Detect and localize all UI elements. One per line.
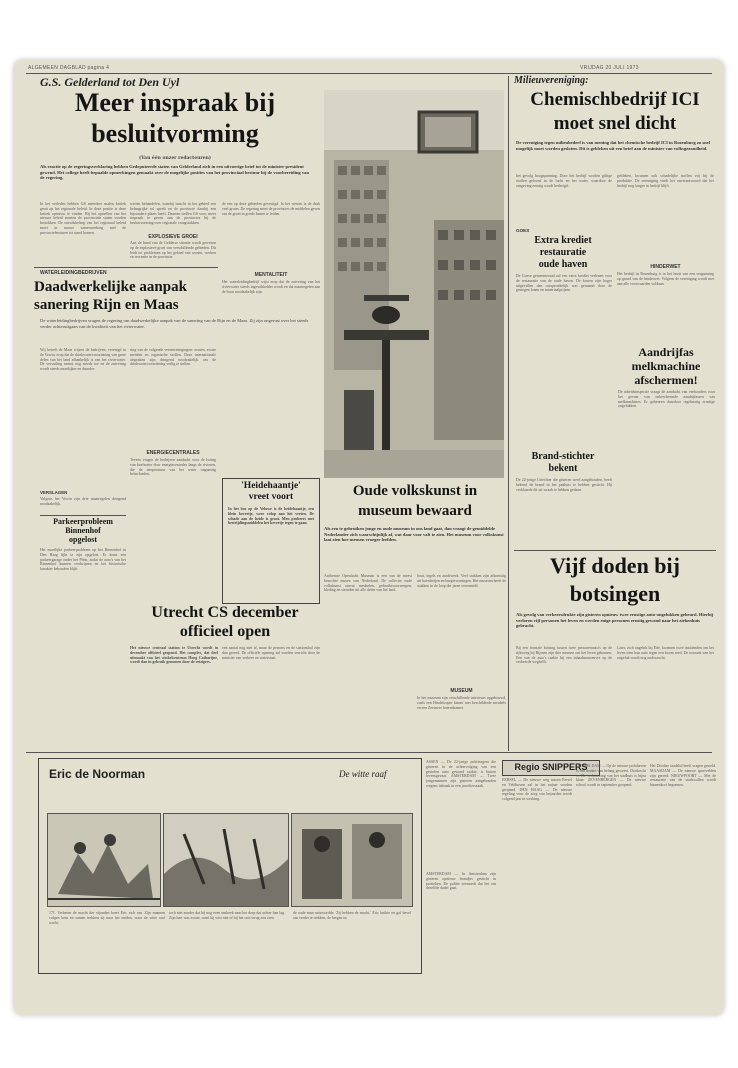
- ici-kicker: Milieuvereniging:: [514, 75, 589, 86]
- rijn-headline-2: sanering Rijn en Maas: [34, 297, 179, 313]
- museum-interior-illustration: [324, 90, 504, 478]
- botsingen-col-2: Later, zich ongeluk bij Ede, kwamen twee inzittenden om het leven toen hun auto tegen een boom reed. De oorzaak van het ongeluk wordt nog onderzocht.: [617, 646, 714, 660]
- utrecht-headline-2: officieel open: [179, 623, 271, 640]
- parkeer-headline-2: Binnenhof: [65, 526, 101, 535]
- volkskunst-headline-1: Oude volkskunst in: [352, 483, 478, 499]
- main-subhead: EXPLOSIEVE GROEI: [148, 234, 198, 240]
- aandrijfas-text: De arbeidsinspectie vraagt de aandacht van veehouders voor het gevaar van onbeschermde aandrijfassen van melkmachines. Er gebeuren daardoor regelmatig ernstige ongelukken.: [618, 390, 715, 409]
- note1-text: Volgens het Vewin zijn drie maatregelen dringend noodzakelijk.: [40, 497, 126, 506]
- ici-col-1: het gevolg hoogspanning. Door het bedrijf worden giftige stoffen geloosd in de lucht en het water, waardoor de omgeving ernstig wordt bedreigd.: [516, 174, 612, 188]
- heidehaantje-text: In het bos op de Veluwe is de heidehaantje, een klein kevertje, weer volop aan het vreten. De schade aan de heide is groot. Men probeert met bestrijdingsmiddelen het kevertje tegen te gaan.: [228, 507, 314, 526]
- comic-caption-3: de oude man antwoordde: 'Zij hebben de macht.' Eric knikte en gaf bevel om verder te trekken, de bergen in.: [293, 911, 411, 920]
- volkskunst-col-2b: In het museum zijn verschillende interieurs opgebouwd, zoals een Hindelooper kamer met beschilderde meubels en een Zeeuwse boerenkamer.: [417, 696, 506, 710]
- briefs-col-1: ASSEN — De 22-jarige politieagent die gisteren in de achtervolging van een gestolen auto gewond raakte, is buiten levensgevaar. AMSTERDAM — Twee jongemannen zijn gisteren aangehouden wegens inbraak in een juwelierszaak.: [426, 760, 496, 788]
- comic-caption-1: 171. Verbeten de macht der vijanden keert Eric zich om. Zijn mannen volgen hem en samen trekken zij naar het zuiden, waar de witte raaf wacht.: [49, 911, 165, 925]
- main-col-1: In het verleden hebben GS meerdere malen kritiek geuit op het regionale beleid. In deze positie is deze kritiek opnieuw te vinden. Bij het opstellen van het nieuwe beleid moeten de provinciale staten worden betrokken. De ontwikkeling van het regionaal beleid moet in nauwe samenwerking met de provinciebesturen tot stand komen.: [40, 202, 126, 235]
- comic-title-right: De witte raaf: [339, 769, 387, 779]
- comic-panel-3: [291, 813, 413, 907]
- utrecht-headline-1: Utrecht CS december: [151, 604, 299, 621]
- rijn-section: WATERLEIDINGBEDRIJVEN: [40, 270, 107, 276]
- ici-headline-2: moet snel dicht: [553, 113, 677, 134]
- brand-headline-1: Brand-stichter: [531, 451, 595, 462]
- regio-col-2: DUBBELDAM — Op de nieuwe jachthaven is een drukte van belang geweest. Dordrecht — De verbouwing van het stadhuis is bijna klaar. ZEVENBERGEN — De nieuwe school wordt in september geopend.: [576, 764, 646, 788]
- rijn-intro: De waterleidingbedrijven vragen de regering om daadwerkelijke aanpak van de sanering van de Rijn en de Maas. Zij zijn ongerust over het steeds verder achteruitgaan van de kwaliteit van het rivierwater.: [40, 318, 309, 329]
- botsingen-headline-1: Vijf doden bij: [550, 553, 680, 578]
- comic-title-left: Eric de Noorman: [49, 767, 146, 781]
- regio-col-3: Het Dordtse raadslid heeft vragen gesteld. MAASDAM — De nieuwe sportvelden zijn gereed. NIEUWPOORT — Met de restauratie van de stadswallen wordt binnenkort begonnen.: [650, 764, 716, 788]
- main-headline-1: Meer inspraak bij: [74, 88, 276, 117]
- mid-subhead: MENTALITEIT: [254, 272, 288, 278]
- rijn-col-1: Wij betreft de Maas wijzen de bedrijven, verenigd in de Vewin, erop dat de drinkwatervoorziening van grote delen van het land afhankelijk is van het rivierwater. De vervuiling neemt nog steeds toe en de zuivering wordt steeds moeilijker en duurder.: [40, 348, 126, 372]
- heidehaantje-title-1: 'Heidehaantje': [241, 481, 301, 491]
- volkskunst-col-1: Arnhemse Openlucht Museum is een van de meest bezochte musea van Nederland. De collectie oude volkskunst omvat meubelen, gebruiksvoorwerpen, kleding en sieraden uit alle delen van het land.: [324, 574, 412, 593]
- brand-headline-2: bekent: [548, 463, 578, 474]
- regio-title: Regio SNIPPERS: [514, 762, 588, 772]
- comic-panel-3-art: [292, 814, 412, 906]
- utrecht-col-1: Het nieuwe centraal station te Utrecht wordt in december officieel geopend. Het complex, dat deel uitmaakt van het winkelcentrum Hoog Catharijne, wordt dan in gebruik genomen door de reizigers.: [130, 646, 218, 665]
- volkskunst-headline-2: museum bewaard: [358, 503, 472, 519]
- rijn-col-2: ring van de volgende verontreinigingen: zouten, zware metalen en organische stoffen. Deze internationale afspraken zijn dringend noodzakelijk om de drinkwatervoorziening veilig te stellen.: [130, 348, 216, 367]
- aandrijfas-headline-3: afschermen!: [634, 373, 698, 387]
- comic-panel-1: [47, 813, 161, 907]
- volkskunst-intro: Als een te gebruiken jonge en oude museum in ons land gaat, dan vraagt de gemiddelde Nederlander zich waarschijnlijk af, wat daar voor valt te zien. Het museum voor volkskunst laat zien hoe mensen vroeger leefden.: [324, 526, 504, 543]
- museum-photo: [324, 90, 504, 478]
- goes-headline-2: restauratie: [539, 247, 587, 258]
- comic-panel-1-art: [48, 814, 160, 906]
- rijn-col-2b: Tevens vragen de bedrijven aandacht voor de lozing van koelwater door energiecentrales langs de rivieren, die de temperatuur van het water ongunstig beïnvloeden.: [130, 458, 216, 477]
- rijn-headline-1: Daadwerkelijke aanpak: [34, 279, 187, 295]
- main-col-2b: Aan de hand van de Gelderse situatie wordt gewezen op de explosieve groei van verschillende gebieden. Dit leidt tot problemen op het gebied van wonen, werken en recreatie in de provincie.: [130, 241, 216, 260]
- ici-col-2: gebleken, kwamen ook schadelijke stoffen vrij bij de produktie. De vereniging vindt het onverantwoord dat het bedrijf nog langer in bedrijf blijft.: [617, 174, 714, 188]
- mid-col-text-2: Het waterleidingbedrijf wijst erop dat de zuivering van het rivierwater steeds ingewikkelder wordt en dat maatregelen aan de bron noodzakelijk zijn.: [222, 280, 320, 294]
- note1-label: VERSLAGEN: [40, 490, 68, 495]
- main-headline-2: besluitvorming: [91, 119, 259, 148]
- page-header-right: VRIJDAG 20 JULI 1973: [580, 65, 639, 71]
- botsingen-intro: Als gevolg van verkeersdrukte zijn gisteren opnieuw twee ernstige auto-ongelukken gebeurd. Hierbij verloren vijf personen het leven en werden enige personen ernstig gewond naar het ziekenhuis gebracht.: [516, 612, 714, 629]
- goes-place: GOES: [516, 228, 530, 233]
- ici-col-2b: Het bedrijf in Rozenburg is in het bezit van een vergunning op grond van de hinderwet. Volgens de vereniging wordt niet aan alle voorwaarden voldaan.: [617, 272, 714, 286]
- parkeer-headline-1: Parkeerprobleem: [53, 517, 113, 526]
- comic-box: [38, 758, 422, 974]
- main-col-2: wetten behandelen, waarbij inzicht in het gebied een belangrijke rol speelt en de provincie daarbij een bijzondere plaats heeft. Daarom stellen GS voor, meer inspraak te geven aan de provincies bij de besluitvorming over regionale vraagstukken.: [130, 202, 216, 226]
- volkskunst-subhead: MUSEUM: [450, 688, 473, 694]
- ici-subhead: HINDERWET: [650, 264, 681, 270]
- goes-text: De Goese gemeenteraad zal een extra krediet verlenen voor de restauratie van de oude haven. De kosten zijn hoger uitgevallen dan oorspronkelijk was geraamd door de gestegen lonen en materiaalprijzen.: [516, 274, 612, 293]
- page-header-left: ALGEMEEN DAGBLAD pagina 4: [28, 65, 110, 71]
- volkskunst-col-2: hout, tegels en aardewerk. Veel stukken zijn afkomstig uit boerderijen en burgerwoningen. Het museum heeft de stukken in de loop der jaren verzameld.: [417, 574, 506, 588]
- briefs-col-2: AMSTERDAM — In Amsterdam zijn gisteren opnieuw brandjes gesticht in portieken. De politie vermoedt dat het om dezelfde dader gaat.: [426, 872, 496, 891]
- parkeer-headline-3: opgelost: [69, 535, 97, 544]
- mid-col-text: de een op deze gebieden gevestigd. In het westen is de druk veel groter. De regering moet de provincies de middelen geven om de groei in goede banen te leiden.: [222, 202, 320, 216]
- botsingen-col-1: Bij een frontale botsing tussen twee personenauto's op de rijksweg bij Rijssen zijn drie mensen om het leven gekomen. Een van de auto's raakte bij een inhaalmanoeuvre op de verkeerde weghelft.: [516, 646, 612, 665]
- heidehaantje-box: [222, 478, 320, 604]
- main-intro: Als reactie op de regeringsverklaring hebben Gedeputeerde staten van Gelderland zich in een uitvoerige brief tot de minister-president gewend. Het college heeft bepaalde opmerkingen gemaakt over de mogelijke posities van het provinciaal bestuur bij de voorbereiding van de regering.: [40, 164, 310, 181]
- main-kicker: G.S. Gelderland tot Den Uyl: [40, 75, 180, 89]
- regio-col-1: EERSEL — De nieuwe weg tussen Eersel en Veldhoven zal in het najaar worden geopend. DEN HAAG — De nieuwe regeling voor de zorg van bejaarden treedt volgend jaar in werking.: [502, 778, 572, 802]
- comic-panel-2: [163, 813, 289, 907]
- aandrijfas-headline-1: Aandrijfas: [638, 345, 694, 359]
- heidehaantje-title-2: vreet voort: [248, 492, 294, 502]
- goes-headline-3: oude haven: [538, 259, 588, 270]
- brand-text: De 22-jarige Utrechter die gisteren werd aangehouden, heeft bekend de brand in het pakhuis te hebben gesticht. Hij verklaarde dit uit wraak te hebben gedaan.: [516, 478, 612, 492]
- rijn-subhead: ENERGIECENTRALES: [146, 450, 200, 456]
- utrecht-col-2: een aantal nog niet af, maar de perrons en de stationshal zijn dan gereed. De officiële opening zal worden verricht door de minister van verkeer en waterstaat.: [222, 646, 320, 660]
- ici-headline-1: Chemischbedrijf ICI: [530, 89, 700, 110]
- parkeer-text: Het moeilijke parkeerprobleem op het Binnenhof in Den Haag lijkt te zijn opgelost. Er komt een parkeergarage onder het Plein, zodat de auto's van het Binnenhof kunnen verdwijnen en het historische karakter behouden blijft.: [40, 548, 126, 572]
- comic-panel-2-art: [164, 814, 288, 906]
- ici-intro: De vereniging tegen milieubederf is van mening dat het chemische bedrijf ICI in Rozenburg zo snel mogelijk moet worden gesloten. Dit is gebleken uit een brief aan de minister van volksgezondheid.: [516, 140, 710, 151]
- newspaper-page: [14, 60, 724, 1015]
- header-rule: [26, 73, 712, 74]
- goes-headline-1: Extra krediet: [534, 235, 592, 246]
- comic-caption-2: toch niet zonder dat hij nog even omkeek naar het dorp dat achter hen lag. Zijn hart was zwaar, want hij wist niet of hij het ooit terug zou zien.: [169, 911, 285, 920]
- botsingen-headline-2: botsingen: [569, 581, 661, 606]
- main-byline: (Van één onzer redacteuren): [138, 156, 212, 161]
- aandrijfas-headline-2: melkmachine: [631, 359, 701, 373]
